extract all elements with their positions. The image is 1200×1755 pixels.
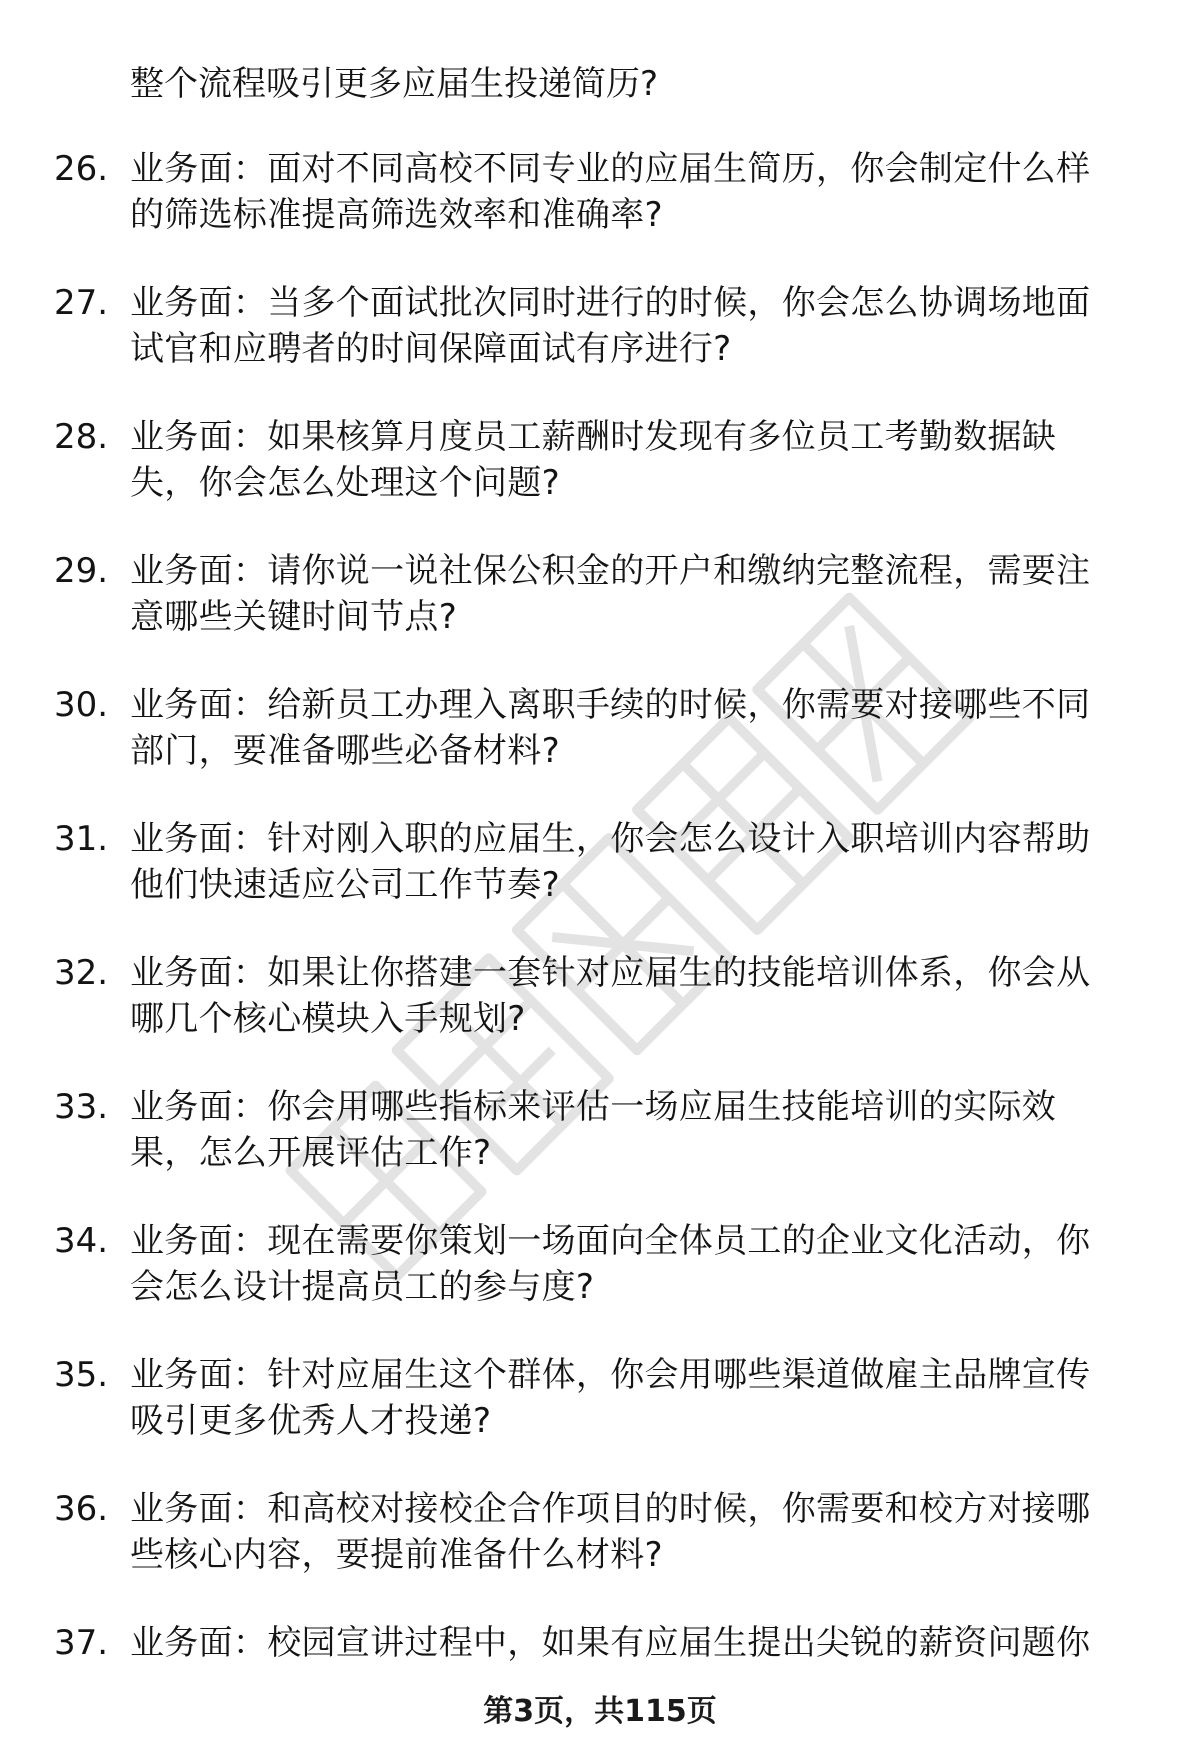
question-line: 业务面：你会用哪些指标来评估一场应届生技能培训的实际效 [130,1087,1057,1127]
question-number: 34. [54,1221,109,1261]
question-text [130,1486,1140,1578]
question-line: 部门，要准备哪些必备材料? [130,731,560,771]
question-item [0,1352,1200,1486]
question-line: 业务面：面对不同高校不同专业的应届生简历，你会制定什么样 [130,149,1091,189]
question-line: 些核心内容，要提前准备什么材料? [130,1535,663,1575]
question-line: 业务面：如果让你搭建一套针对应届生的技能培训体系，你会从 [130,953,1091,993]
question-line: 业务面：校园宣讲过程中，如果有应届生提出尖锐的薪资问题你 [130,1623,1091,1663]
question-line: 业务面：请你说一说社保公积金的开户和缴纳完整流程，需要注 [130,551,1091,591]
question-number: 30. [54,685,109,725]
question-item [0,1620,1200,1754]
question-text [130,1352,1140,1444]
question-text [130,146,1140,238]
question-line: 吸引更多优秀人才投递? [130,1401,492,1441]
question-line: 意哪些关键时间节点? [130,597,458,637]
question-list [0,146,1200,1754]
question-item [0,548,1200,682]
question-text [130,1084,1140,1176]
question-text [130,1218,1140,1310]
question-line: 业务面：如果核算月度员工薪酬时发现有多位员工考勤数据缺 [130,417,1057,457]
question-item [0,146,1200,280]
question-line: 的筛选标准提高筛选效率和准确率? [130,195,663,235]
question-text [130,682,1140,774]
question-item [0,414,1200,548]
question-line: 业务面：给新员工办理入离职手续的时候，你需要对接哪些不同 [130,685,1091,725]
question-text [130,816,1140,908]
question-item [0,280,1200,414]
question-line: 业务面：当多个面试批次同时进行的时候，你会怎么协调场地面 [130,283,1091,323]
question-number: 29. [54,551,109,591]
question-item [0,1218,1200,1352]
continuation-line: 整个流程吸引更多应届生投递简历? [130,64,659,104]
question-line: 业务面：和高校对接校企合作项目的时候，你需要和校方对接哪 [130,1489,1091,1529]
question-item [0,950,1200,1084]
question-line: 哪几个核心模块入手规划? [130,999,526,1039]
question-number: 32. [54,953,109,993]
question-line: 业务面：现在需要你策划一场面向全体员工的企业文化活动，你 [130,1221,1091,1261]
question-number: 35. [54,1355,109,1395]
question-line: 会怎么设计提高员工的参与度? [130,1267,595,1307]
question-line: 果，怎么开展评估工作? [130,1133,492,1173]
question-number: 28. [54,417,109,457]
question-item [0,682,1200,816]
question-item [0,816,1200,950]
question-text [130,950,1140,1042]
question-text [130,1620,1140,1666]
question-line: 业务面：针对刚入职的应届生，你会怎么设计入职培训内容帮助 [130,819,1091,859]
question-number: 26. [54,149,109,189]
question-line: 业务面：针对应届生这个群体，你会用哪些渠道做雇主品牌宣传 [130,1355,1091,1395]
page-indicator: 第3页，共115页 [483,1694,717,1729]
question-text [130,414,1140,506]
question-number: 31. [54,819,109,859]
question-line: 试官和应聘者的时间保障面试有序进行? [130,329,732,369]
question-number: 27. [54,283,109,323]
question-text [130,548,1140,640]
question-number: 33. [54,1087,109,1127]
question-line: 他们快速适应公司工作节奏? [130,865,560,905]
question-line: 失，你会怎么处理这个问题? [130,463,560,503]
question-item [0,1486,1200,1620]
question-number: 36. [54,1489,109,1529]
question-text [130,280,1140,372]
question-item [0,1084,1200,1218]
question-number: 37. [54,1623,109,1663]
